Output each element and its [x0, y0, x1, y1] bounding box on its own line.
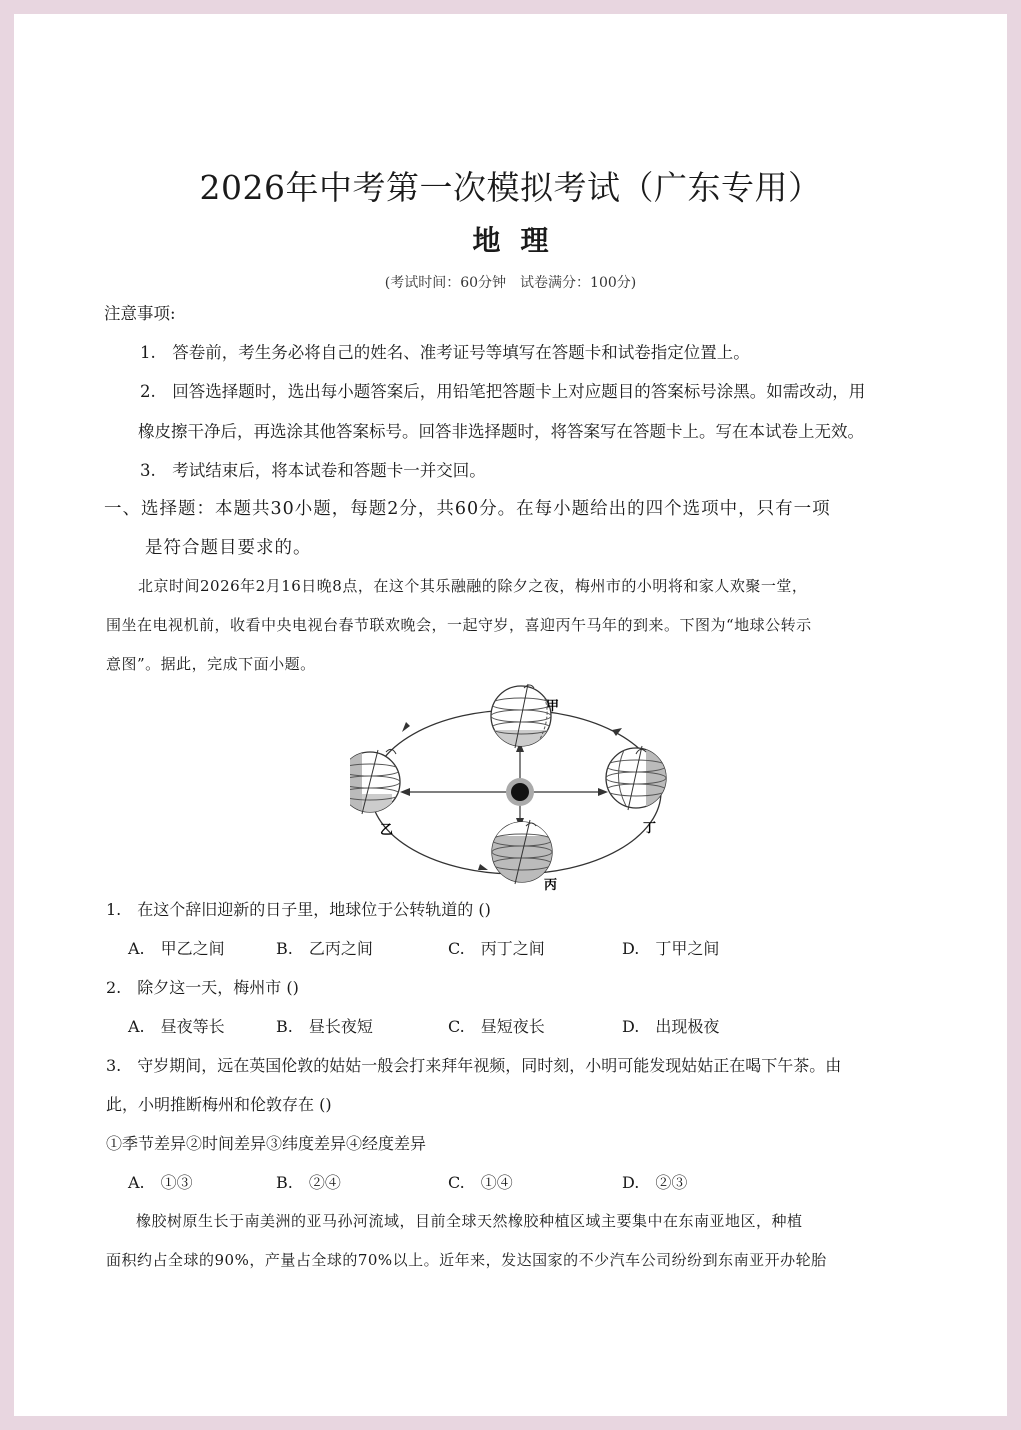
- question-1-stem: 1. 在这个辞旧迎新的日子里，地球位于公转轨道的 (): [106, 900, 491, 919]
- notice-item-3: 3. 考试结束后，将本试卷和答题卡一并交回。: [140, 461, 486, 480]
- section-1-heading-line-2: 是符合题目要求的。: [145, 538, 312, 558]
- q1-option-a: A. 甲乙之间: [128, 939, 225, 958]
- notice-heading: 注意事项:: [104, 304, 176, 323]
- earth-globe-bing-icon: [492, 820, 552, 884]
- q2-option-b: B. 昼长夜短: [276, 1017, 373, 1036]
- exam-title: 2026年中考第一次模拟考试（广东专用）: [199, 168, 822, 207]
- q3-option-d: D. ②③: [622, 1173, 688, 1192]
- q3-option-a: A. ①③: [128, 1173, 193, 1192]
- q3-option-c: C. ①④: [448, 1173, 513, 1192]
- earth-globe-yi-icon: [350, 749, 400, 814]
- question-3-stem-line-2: 此，小明推断梅州和伦敦存在 (): [106, 1095, 332, 1114]
- subject-title: 地理: [472, 224, 569, 257]
- q1-option-c: C. 丙丁之间: [448, 939, 545, 958]
- label-bing: 丙: [544, 878, 558, 893]
- notice-item-2-line-1: 2. 回答选择题时，选出每小题答案后，用铅笔把答题卡上对应题目的答案标号涂黑。如需改动，用: [140, 382, 866, 401]
- passage-1-line-3: 意图”。据此，完成下面小题。: [106, 655, 316, 673]
- q2-option-c: C. 昼短夜长: [448, 1017, 545, 1036]
- notice-item-1: 1. 答卷前，考生务必将自己的姓名、准考证号等填写在答题卡和试卷指定位置上。: [140, 343, 750, 362]
- q2-option-a: A. 昼夜等长: [128, 1017, 225, 1036]
- q2-option-d: D. 出现极夜: [622, 1017, 720, 1036]
- passage-1-line-1: 北京时间2026年2月16日晚8点，在这个其乐融融的除夕之夜，梅州市的小明将和家人欢聚一堂，: [138, 577, 808, 595]
- earth-globe-jia-icon: [491, 684, 551, 750]
- passage-2-line-1: 橡胶树原生长于南美洲的亚马孙河流域，目前全球天然橡胶种植区域主要集中在东南亚地区，种植: [136, 1212, 803, 1230]
- earth-revolution-diagram: [350, 674, 670, 894]
- label-ding: 丁: [643, 821, 657, 836]
- exam-info: (考试时间：60分钟 试卷满分：100分): [384, 275, 637, 291]
- label-jia: 甲: [546, 699, 560, 714]
- orbit-arrow-icon: [478, 864, 488, 870]
- passage-2-line-2: 面积约占全球的90%，产量占全球的70%以上。近年来，发达国家的不少汽车公司纷纷到东南亚开办轮胎: [106, 1251, 827, 1269]
- notice-item-2-line-2: 橡皮擦干净后，再选涂其他答案标号。回答非选择题时，将答案写在答题卡上。写在本试卷上无效。: [138, 422, 864, 441]
- q1-option-b: B. 乙丙之间: [276, 939, 373, 958]
- q3-option-b: B. ②④: [276, 1173, 341, 1192]
- label-yi: 乙: [380, 823, 394, 838]
- section-1-heading-line-1: 一、选择题：本题共30小题，每题2分，共60分。在每小题给出的四个选项中，只有一项: [104, 499, 831, 519]
- question-3-choices: ①季节差异②时间差异③纬度差异④经度差异: [106, 1134, 427, 1153]
- passage-1-line-2: 围坐在电视机前，收看中央电视台春节联欢晚会，一起守岁，喜迎丙午马年的到来。下图为“地球公转示: [106, 616, 812, 634]
- question-3-stem-line-1: 3. 守岁期间，远在英国伦敦的姑姑一般会打来拜年视频，同时刻，小明可能发现姑姑正在喝下午茶。由: [106, 1056, 842, 1075]
- orbit-arrow-icon: [402, 722, 410, 732]
- exam-page: [14, 14, 1007, 1416]
- question-2-stem: 2. 除夕这一天，梅州市 (): [106, 978, 299, 997]
- q1-option-d: D. 丁甲之间: [622, 939, 720, 958]
